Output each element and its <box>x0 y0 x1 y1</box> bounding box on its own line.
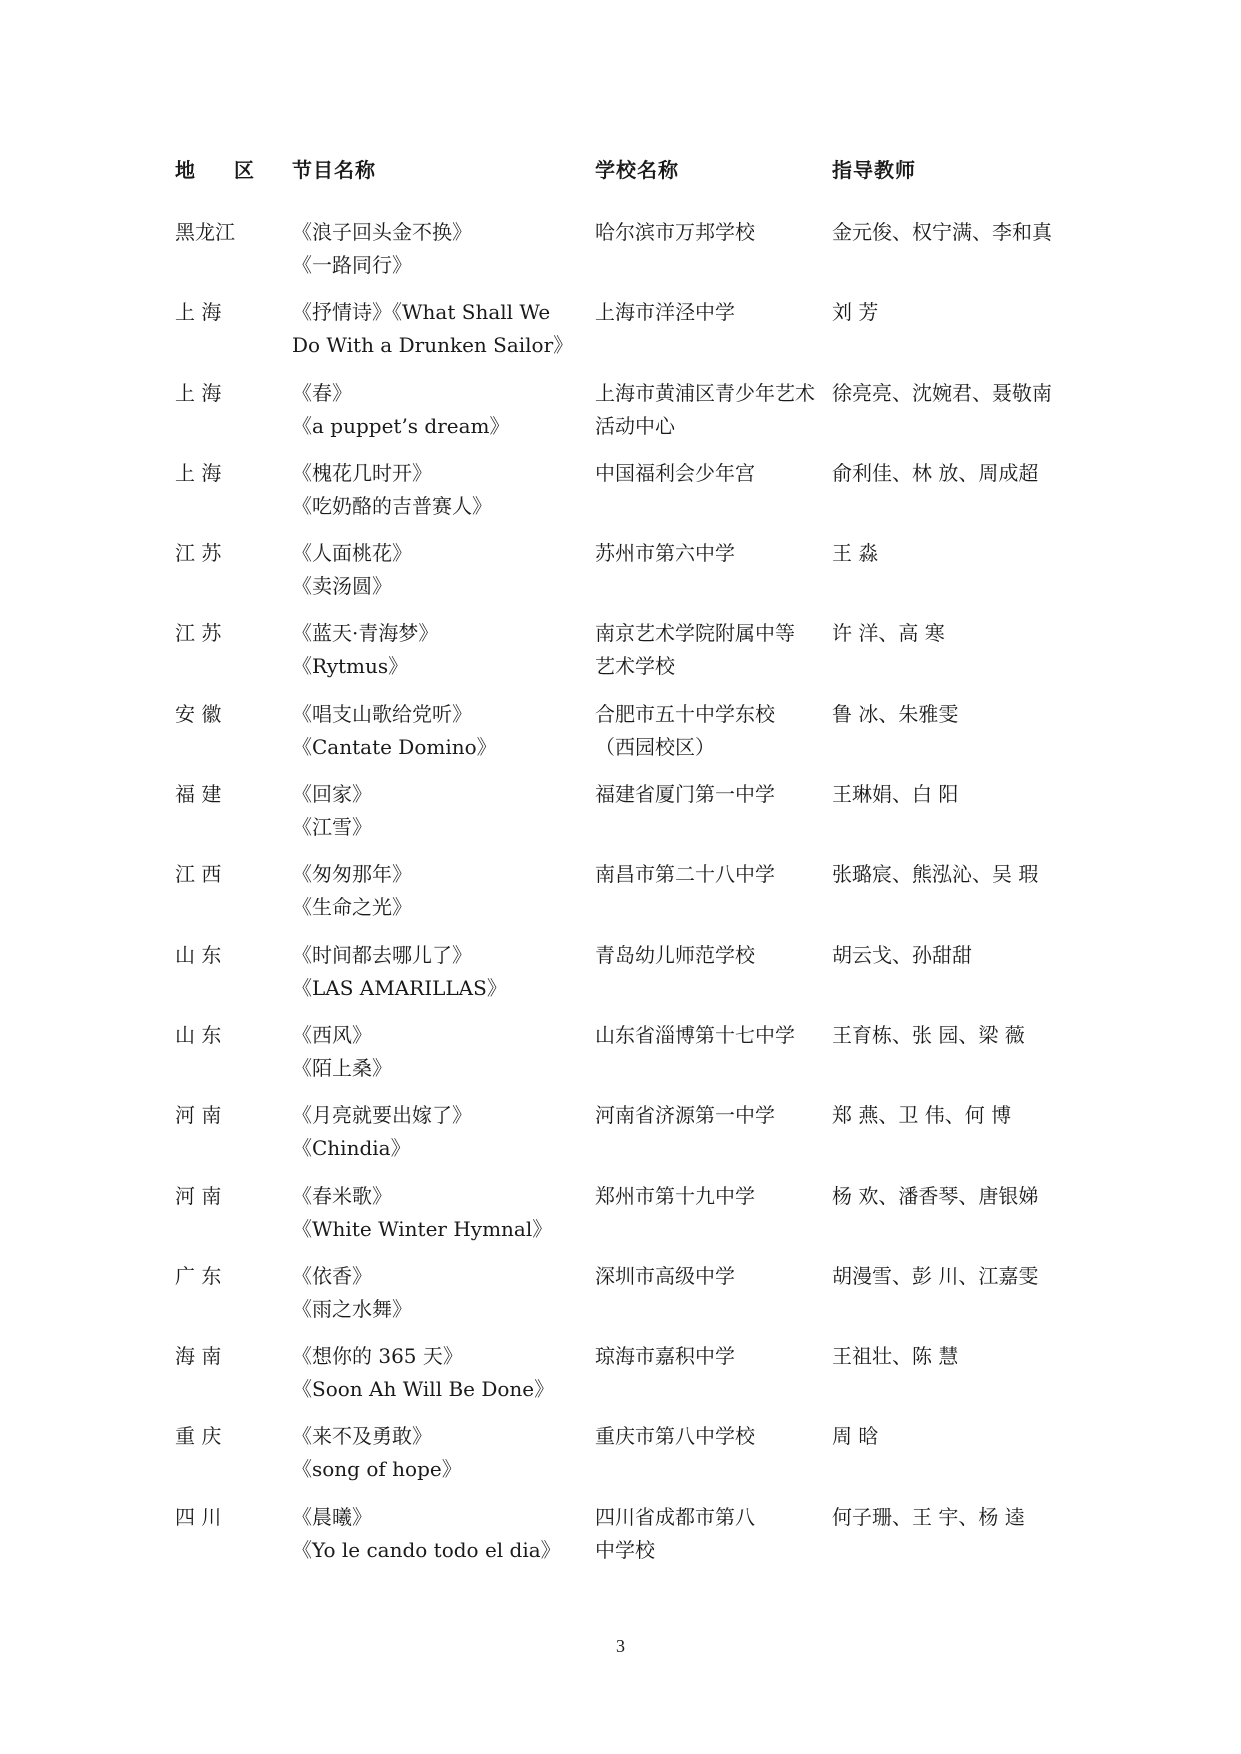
program-title-line: 《Cantate Domino》 <box>292 734 497 759</box>
row-program <box>292 939 592 1005</box>
program-title-line: 《雨之水舞》 <box>292 1296 412 1321</box>
row-program <box>292 1501 592 1567</box>
school-name-line: 深圳市高级中学 <box>595 1263 735 1288</box>
program-title-line: 《a puppet’s dream》 <box>292 413 510 438</box>
row-program <box>292 377 592 443</box>
program-title-line: 《一路同行》 <box>292 253 412 277</box>
table-row <box>175 1099 1075 1179</box>
row-region: 上 海 <box>175 380 222 405</box>
school-name-line: 青岛幼儿师范学校 <box>595 942 755 967</box>
row-region: 黑龙江 <box>175 220 235 244</box>
program-title-line: 《想你的 365 天》 <box>292 1344 463 1369</box>
program-title-line: 《蓝天·青海梦》 <box>292 621 439 646</box>
row-teacher: 王 淼 <box>832 541 879 566</box>
school-name-line: 河南省济源第一中学 <box>595 1103 775 1128</box>
row-program <box>292 296 592 362</box>
row-program <box>292 1340 592 1406</box>
row-region: 上 海 <box>175 460 222 485</box>
table-row <box>175 537 1075 617</box>
school-name-line: 艺术学校 <box>595 654 675 679</box>
row-region: 福 建 <box>175 782 222 807</box>
program-title-line: 《song of hope》 <box>292 1457 462 1482</box>
table-row <box>175 1019 1075 1099</box>
row-teacher: 郑 燕、卫 伟、何 博 <box>832 1103 1012 1128</box>
row-school <box>595 216 831 249</box>
program-title-line: 《Yo le cando todo el dia》 <box>292 1537 561 1562</box>
program-title-line: 《吃奶酪的吉普赛人》 <box>292 493 492 518</box>
row-program <box>292 1420 592 1486</box>
school-name-line: 中学校 <box>595 1537 655 1562</box>
school-name-line: 上海市黄浦区青少年艺术 <box>595 380 815 405</box>
table-row <box>175 698 1075 778</box>
school-name-line: 合肥市五十中学东校 <box>595 701 775 726</box>
program-title-line: 《西风》 <box>292 1022 372 1047</box>
row-region: 河 南 <box>175 1103 222 1128</box>
table-row <box>175 457 1075 537</box>
header-teacher: 指导教师 <box>832 158 916 182</box>
row-school <box>595 939 831 972</box>
table-row <box>175 216 1075 296</box>
school-name-line: 上海市洋泾中学 <box>595 300 735 325</box>
row-teacher: 俞利佳、林 放、周成超 <box>832 460 1039 485</box>
school-name-line: 中国福利会少年宫 <box>595 460 755 485</box>
row-teacher: 张璐宸、熊泓沁、吴 瑕 <box>832 862 1039 887</box>
row-program <box>292 1180 592 1246</box>
row-region: 广 东 <box>175 1263 222 1288</box>
header-program: 节目名称 <box>292 158 376 182</box>
row-teacher: 许 洋、高 寒 <box>832 621 945 646</box>
program-title-line: 《唱支山歌给党听》 <box>292 701 472 726</box>
row-region: 山 东 <box>175 942 222 967</box>
row-region: 安 徽 <box>175 701 222 726</box>
program-title-line: 《江雪》 <box>292 815 372 840</box>
program-title-line: 《浪子回头金不换》 <box>292 220 472 244</box>
program-title-line: 《卖汤圆》 <box>292 574 392 599</box>
row-region: 江 苏 <box>175 541 222 566</box>
program-title-line: 《时间都去哪儿了》 <box>292 942 472 967</box>
table-header <box>175 154 1075 184</box>
program-title-line: 《春米歌》 <box>292 1183 392 1208</box>
row-school <box>595 1420 831 1453</box>
row-school <box>595 1340 831 1373</box>
table-row <box>175 296 1075 376</box>
table-row <box>175 778 1075 858</box>
row-region: 重 庆 <box>175 1424 222 1449</box>
row-teacher: 徐亮亮、沈婉君、聂敬南 <box>832 380 1052 405</box>
school-name-line: 南京艺术学院附属中等 <box>595 621 795 646</box>
row-teacher: 胡漫雪、彭 川、江嘉雯 <box>832 1263 1039 1288</box>
program-title-line: 《依香》 <box>292 1263 372 1288</box>
row-program <box>292 537 592 603</box>
program-title-line: 《陌上桑》 <box>292 1055 392 1080</box>
row-program <box>292 858 592 924</box>
row-region: 河 南 <box>175 1183 222 1208</box>
row-school <box>595 617 831 683</box>
header-school: 学校名称 <box>595 158 679 182</box>
school-name-line: （西园校区） <box>595 734 715 759</box>
row-region: 海 南 <box>175 1344 222 1369</box>
row-teacher: 杨 欢、潘香琴、唐银娣 <box>832 1183 1039 1208</box>
page-number: 3 <box>616 1636 625 1656</box>
row-program <box>292 778 592 844</box>
row-school <box>595 1099 831 1132</box>
program-title-line: 《抒情诗》《What Shall We <box>292 300 551 325</box>
row-teacher: 王育栋、张 园、梁 薇 <box>832 1022 1025 1047</box>
program-title-line: 《White Winter Hymnal》 <box>292 1216 553 1241</box>
table-row <box>175 858 1075 938</box>
program-title-line: Do With a Drunken Sailor》 <box>292 333 574 358</box>
row-program <box>292 216 592 282</box>
school-name-line: 四川省成都市第八 <box>595 1504 755 1529</box>
table-row <box>175 1180 1075 1260</box>
row-school <box>595 296 831 329</box>
row-school <box>595 537 831 570</box>
table-row <box>175 1420 1075 1500</box>
row-school <box>595 1501 831 1567</box>
school-name-line: 重庆市第八中学校 <box>595 1424 755 1449</box>
program-title-line: 《槐花几时开》 <box>292 460 432 485</box>
program-title-line: 《人面桃花》 <box>292 541 412 566</box>
row-region: 上 海 <box>175 300 222 325</box>
row-school <box>595 377 831 443</box>
row-teacher: 何子珊、王 宇、杨 逵 <box>832 1504 1025 1529</box>
row-program <box>292 1099 592 1165</box>
row-program <box>292 457 592 523</box>
table-row <box>175 377 1075 457</box>
row-school <box>595 778 831 811</box>
row-program <box>292 1260 592 1326</box>
table-row <box>175 1260 1075 1340</box>
program-title-line: 《春》 <box>292 380 352 405</box>
header-region: 地 区 <box>175 158 270 182</box>
school-name-line: 南昌市第二十八中学 <box>595 862 775 887</box>
row-teacher: 王琳娟、白 阳 <box>832 782 959 807</box>
program-title-line: 《Chindia》 <box>292 1136 411 1161</box>
table-row <box>175 1340 1075 1420</box>
row-school <box>595 698 831 764</box>
table-row <box>175 1501 1075 1581</box>
school-name-line: 苏州市第六中学 <box>595 541 735 566</box>
school-name-line: 福建省厦门第一中学 <box>595 782 775 807</box>
table-row <box>175 617 1075 697</box>
school-name-line: 琼海市嘉积中学 <box>595 1344 735 1369</box>
school-name-line: 哈尔滨市万邦学校 <box>595 220 755 244</box>
row-teacher: 金元俊、权宁满、李和真 <box>832 220 1052 244</box>
table-row <box>175 939 1075 1019</box>
school-name-line: 活动中心 <box>595 413 675 438</box>
row-teacher: 周 晗 <box>832 1424 879 1449</box>
row-school <box>595 858 831 891</box>
row-teacher: 王祖壮、陈 慧 <box>832 1344 959 1369</box>
row-school <box>595 1019 831 1052</box>
row-school <box>595 1260 831 1293</box>
row-program <box>292 698 592 764</box>
program-title-line: 《Rytmus》 <box>292 654 409 679</box>
table-body <box>175 216 1075 1581</box>
program-title-line: 《来不及勇敢》 <box>292 1424 432 1449</box>
row-teacher: 胡云戈、孙甜甜 <box>832 942 972 967</box>
program-title-line: 《匆匆那年》 <box>292 862 412 887</box>
row-region: 江 西 <box>175 862 222 887</box>
school-name-line: 郑州市第十九中学 <box>595 1183 755 1208</box>
row-teacher: 鲁 冰、朱雅雯 <box>832 701 959 726</box>
program-title-line: 《Soon Ah Will Be Done》 <box>292 1377 555 1402</box>
row-school <box>595 457 831 490</box>
program-title-line: 《月亮就要出嫁了》 <box>292 1103 472 1128</box>
program-title-line: 《晨曦》 <box>292 1504 372 1529</box>
row-region: 山 东 <box>175 1022 222 1047</box>
program-title-line: 《回家》 <box>292 782 372 807</box>
row-region: 四 川 <box>175 1504 222 1529</box>
row-school <box>595 1180 831 1213</box>
row-teacher: 刘 芳 <box>832 300 879 325</box>
program-title-line: 《LAS AMARILLAS》 <box>292 975 507 1000</box>
school-name-line: 山东省淄博第十七中学 <box>595 1022 795 1047</box>
row-program <box>292 617 592 683</box>
program-title-line: 《生命之光》 <box>292 895 412 920</box>
row-program <box>292 1019 592 1085</box>
row-region: 江 苏 <box>175 621 222 646</box>
